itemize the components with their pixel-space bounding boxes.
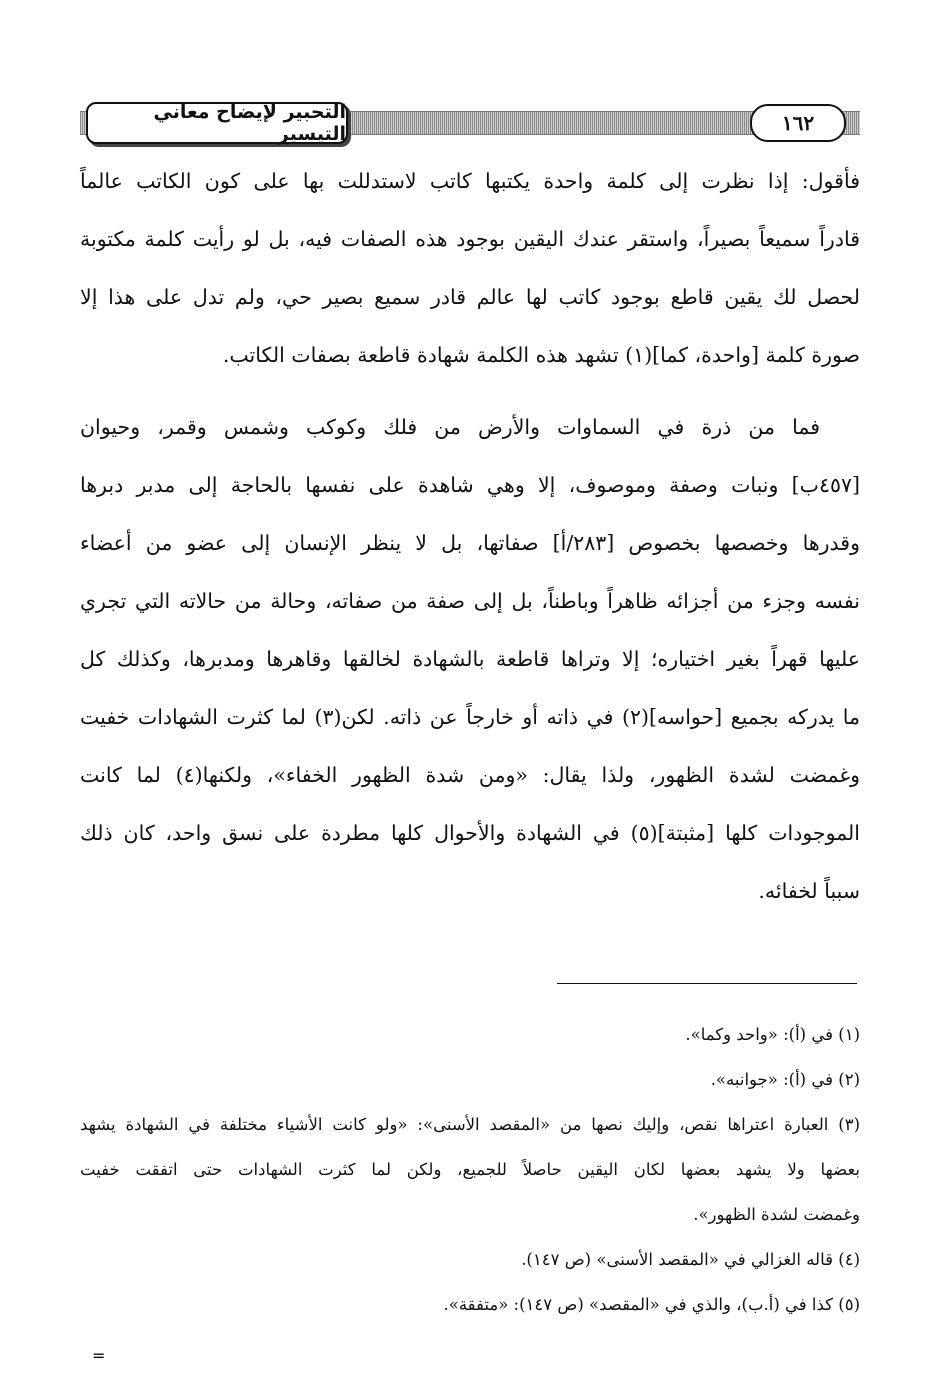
- footnote-line: (٥) كذا في (أ.ب)، والذي في «المقصد» (ص ١٤٧): «متفقة».: [443, 1295, 860, 1314]
- footnote-line: بعضها ولا يشهد بعضها لكان اليقين حاصلاً للجميع، ولكن لما كثرت الشهادات حتى اتفقت خفيت: [80, 1160, 860, 1179]
- text-line: وغمضت لشدة الظهور، ولذا يقال: «ومن شدة الظهور الخفاء»، ولكنها(٤) لما كانت: [80, 763, 860, 787]
- text-line: فأقول: إذا نظرت إلى كلمة واحدة يكتبها كاتب لاستدللت بها على كون الكاتب عالماً: [80, 169, 860, 193]
- main-text: [80, 152, 860, 920]
- text-line: فما من ذرة في السماوات والأرض من فلك وكوكب وشمس وقمر، وحيوان: [80, 415, 820, 439]
- text-line: صورة كلمة [واحدة، كما](١) تشهد هذه الكلمة شهادة قاطعة بصفات الكاتب.: [222, 343, 860, 367]
- text-line: قادراً سميعاً بصيراً، واستقر عندك اليقين بوجود هذه الصفات فيه، بل لو رأيت كلمة مكتوبة: [80, 227, 860, 251]
- page-mark: =: [92, 1346, 106, 1365]
- footnote-line: (١) في (أ): «واحد وكما».: [685, 1025, 860, 1044]
- text-line: لحصل لك يقين قاطع بوجود كاتب لها عالم قادر سميع بصير حي، ولم تدل على هذا إلا: [80, 285, 860, 309]
- footnotes: [80, 1012, 860, 1327]
- text-line: [٤٥٧ب] ونبات وصفة وموصوف، إلا وهي شاهدة على نفسها بالحاجة إلى مدبر دبرها: [80, 473, 860, 497]
- text-line: وقدرها وخصصها بخصوص [٢٨٣/أ] صفاتها، بل لا ينظر الإنسان إلى عضو من أعضاء: [80, 531, 860, 555]
- text-line: عليها قهراً بغير اختياره؛ إلا وتراها قاطعة بالشهادة لخالقها وقاهرها ومدبرها، وكذلك كل: [80, 647, 860, 671]
- footnote-line: وغمضت لشدة الظهور».: [693, 1205, 860, 1224]
- text-line: نفسه وجزء من أجزائه ظاهراً وباطناً، بل إلى صفة من صفاته، وحالة من حالاته التي تجري: [80, 589, 860, 613]
- page-number: ١٦٢: [750, 104, 846, 142]
- footnote-line: (٢) في (أ): «جوانبه».: [710, 1070, 860, 1089]
- footnote-line: (٤) قاله الغزالي في «المقصد الأسنى» (ص ١٤٧).: [521, 1250, 860, 1269]
- footnote-line: (٣) العبارة اعتراها نقص، وإليك نصها من «المقصد الأسنى»: «ولو كانت الأشياء مختلفة في الشهادة يشهد: [80, 1115, 860, 1134]
- text-line: سبباً لخفائه.: [758, 879, 860, 903]
- page-header: [80, 100, 860, 150]
- footnote-separator: [557, 983, 857, 984]
- text-line: ما يدركه بجميع [حواسه](٢) في ذاته أو خارجاً عن ذاته. لكن(٣) لما كثرت الشهادات خفيت: [80, 705, 860, 729]
- text-line: الموجودات كلها [مثبتة](٥) في الشهادة والأحوال كلها مطردة على نسق واحد، كان ذلك: [80, 821, 860, 845]
- book-title: التحبير لإيضاح معاني التيسير: [86, 102, 348, 144]
